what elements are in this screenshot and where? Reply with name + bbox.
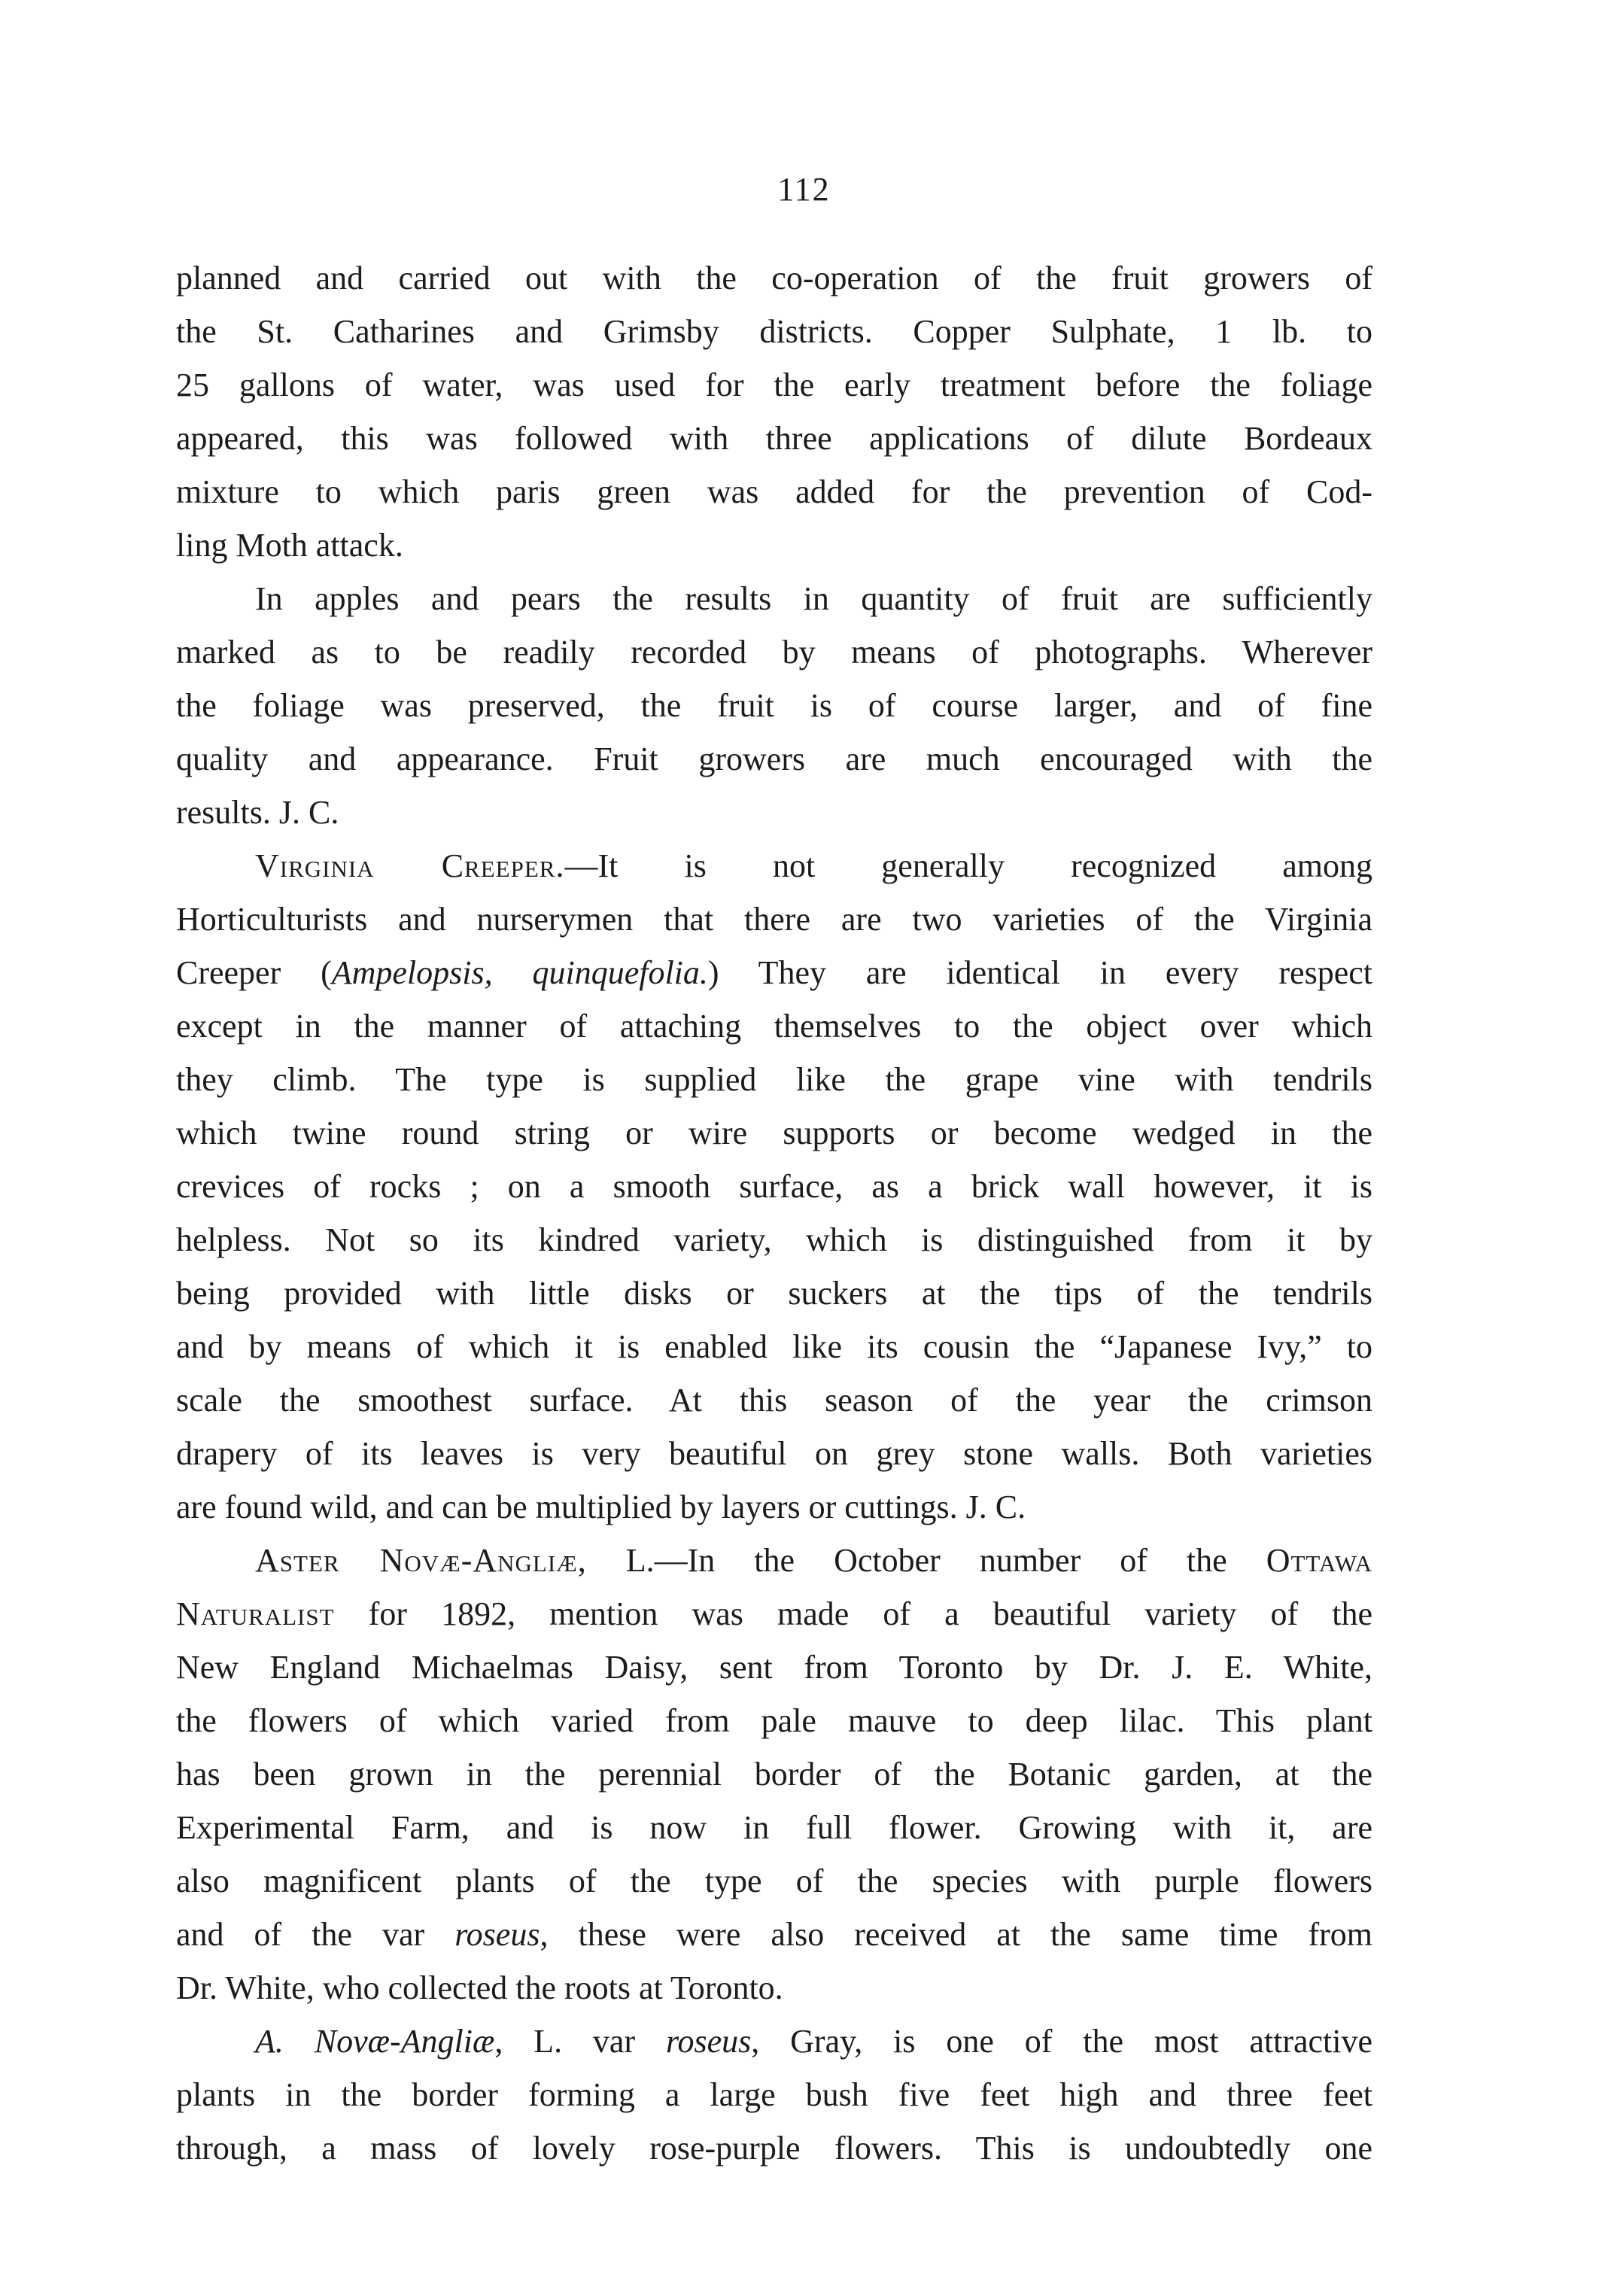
text-line: marked as to be readily recorded by means of photographs. Wherever bbox=[176, 634, 1372, 671]
journal-name: Ottawa bbox=[1266, 1542, 1372, 1579]
text-line: 25 gallons of water, was used for the early treatment before the foliage bbox=[176, 366, 1372, 403]
text-line: the foliage was preserved, the fruit is of course larger, and of fine bbox=[176, 687, 1372, 724]
text-segment: , these were also received at the same time from bbox=[540, 1916, 1372, 1953]
text-line bbox=[176, 1534, 1372, 1587]
text-line: Experimental Farm, and is now in full flower. Growing with it, are bbox=[176, 1809, 1372, 1846]
text-line: crevices of rocks ; on a smooth surface, as a brick wall however, it is bbox=[176, 1168, 1372, 1205]
scientific-name: roseus bbox=[666, 2023, 752, 2060]
section-heading-virginia-creeper: Virginia Creeper. bbox=[255, 847, 565, 884]
text-line: has been grown in the perennial border of the Botanic garden, at the bbox=[176, 1756, 1372, 1793]
text-line: helpless. Not so its kindred variety, which is distinguished from it by bbox=[176, 1221, 1372, 1258]
section-heading-aster: Aster Novæ-Angliæ, bbox=[255, 1542, 587, 1579]
text-line: being provided with little disks or suckers at the tips of the tendrils bbox=[176, 1275, 1372, 1312]
text-segment: ) They are identical in every respect bbox=[707, 954, 1372, 991]
text-segment: , Gray, is one of the most attractive bbox=[751, 2023, 1373, 2060]
text-line: appeared, this was followed with three applications of dilute Bordeaux bbox=[176, 420, 1372, 457]
text-line: drapery of its leaves is very beautiful on grey stone walls. Both varieties bbox=[176, 1435, 1372, 1472]
text-line: also magnificent plants of the type of the species with purple flowers bbox=[176, 1863, 1372, 1899]
text-segment: Creeper ( bbox=[176, 954, 332, 991]
text-line: scale the smoothest surface. At this season of the year the crimson bbox=[176, 1382, 1372, 1419]
text-line: are found wild, and can be multiplied by layers or cuttings. J. C. bbox=[176, 1489, 1026, 1525]
text-line bbox=[176, 946, 1372, 999]
text-line: except in the manner of attaching themselves to the object over which bbox=[176, 1008, 1372, 1045]
text-line: which twine round string or wire supports or become wedged in the bbox=[176, 1115, 1372, 1151]
text-line: the flowers of which varied from pale mauve to deep lilac. This plant bbox=[176, 1702, 1372, 1739]
text-line: the St. Catharines and Grimsby districts. Copper Sulphate, 1 lb. to bbox=[176, 313, 1372, 350]
text-line bbox=[176, 1587, 1372, 1641]
page-number: 112 bbox=[777, 171, 831, 208]
text-line: In apples and pears the results in quantity of fruit are sufficiently bbox=[255, 580, 1372, 617]
text-line: mixture to which paris green was added for the prevention of Cod- bbox=[176, 473, 1372, 510]
text-line: quality and appearance. Fruit growers are much encouraged with the bbox=[176, 740, 1372, 777]
text-line: ling Moth attack. bbox=[176, 527, 403, 564]
text-line: New England Michaelmas Daisy, sent from Toronto by Dr. J. E. White, bbox=[176, 1649, 1372, 1686]
text-line: and by means of which it is enabled like its cousin the “Japanese Ivy,” to bbox=[176, 1328, 1372, 1365]
scientific-name: roseus bbox=[454, 1916, 540, 1953]
text-segment: L.—In the October number of the bbox=[586, 1542, 1266, 1579]
scientific-name: Ampelopsis, quinquefolia. bbox=[331, 954, 708, 991]
text-line bbox=[176, 1908, 1372, 1961]
text-line: results. J. C. bbox=[176, 794, 339, 831]
text-line bbox=[176, 839, 1372, 893]
text-segment: and of the var bbox=[176, 1916, 455, 1953]
body-text bbox=[176, 251, 1372, 2175]
text-segment: for 1892, mention was made of a beautiful variety of the bbox=[334, 1595, 1372, 1632]
journal-name: Naturalist bbox=[176, 1595, 335, 1632]
text-line: Horticulturists and nurserymen that there are two varieties of the Virginia bbox=[176, 901, 1372, 938]
text-segment: , L. var bbox=[494, 2023, 666, 2060]
text-line: through, a mass of lovely rose-purple flowers. This is undoubtedly one bbox=[176, 2130, 1372, 2167]
text-line: Dr. White, who collected the roots at Toronto. bbox=[176, 1969, 783, 2006]
text-line: plants in the border forming a large bush five feet high and three feet bbox=[176, 2076, 1372, 2113]
text-line bbox=[176, 2015, 1372, 2068]
text-line: they climb. The type is supplied like the grape vine with tendrils bbox=[176, 1061, 1372, 1098]
text-segment: —It is not generally recognized among bbox=[564, 847, 1372, 884]
scientific-name: A. Novæ-Angliæ bbox=[255, 2023, 495, 2060]
text-line: planned and carried out with the co-operation of the fruit growers of bbox=[176, 260, 1372, 297]
